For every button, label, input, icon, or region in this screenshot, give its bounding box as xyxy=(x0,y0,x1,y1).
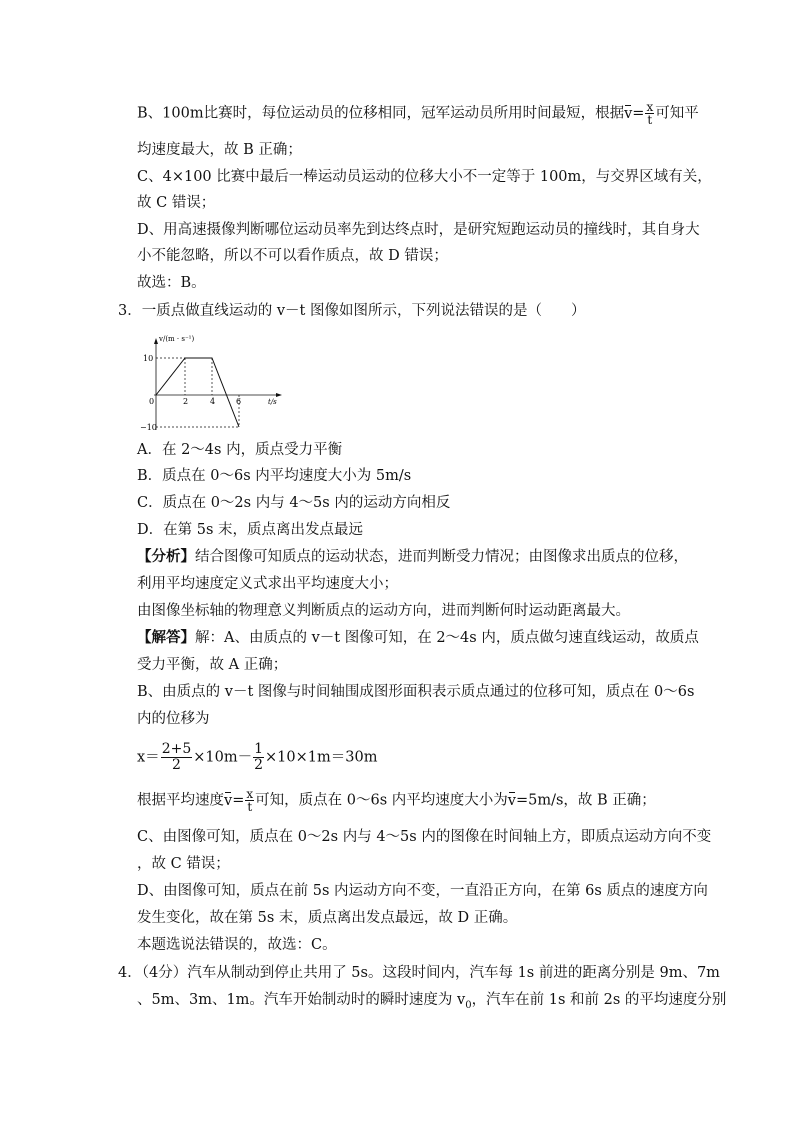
q4-stem-line2: 、5m、3m、1m。汽车开始制动时的瞬时速度为 $v_0$，汽车在前 1s 和前 2s 的平均速度分别 xyxy=(137,992,727,1011)
graph-origin: 0 xyxy=(149,397,155,406)
q2-option-d-line1: D、用高速摄像判断哪位运动员率先到达终点时，是研究短跑运动员的撞线时，其自身大 xyxy=(137,222,700,238)
q3-answer-d-line1: D、由图像可知，质点在前 5s 内运动方向不变，一直沿正方向，在第 6s 质点的速度方向 xyxy=(137,883,708,899)
q2-choice: 故选：B。 xyxy=(137,275,206,291)
graph-tick-x6: 6 xyxy=(236,397,242,406)
q3-answer-b-line2: 内的位移为 xyxy=(137,711,210,727)
q3-answer-a-line2: 受力平衡，故 A 正确； xyxy=(137,657,288,673)
q3-analysis-line2: 利用平均速度定义式求出平均速度大小； xyxy=(137,576,398,592)
graph-tick-yneg10: −10 xyxy=(140,423,157,432)
graph-tick-y10: 10 xyxy=(143,354,154,363)
q3-option-b: B．质点在 0～6s 内平均速度大小为 5m/s xyxy=(137,468,412,484)
q3-analysis-line1: 【分析】结合图像可知质点的运动状态，进而判断受力情况；由图像求出质点的位移， xyxy=(137,548,688,565)
q3-answer-a-line1: 【解答】解：A、由质点的 v－t 图像可知，在 2～4s 内，质点做匀速直线运动，故质点 xyxy=(137,629,699,646)
q2-option-b-line1: B、100m比赛时，每位运动员的位移相同，冠军运动员所用时间最短，根据v= $\frac{x}{t}$ 可知平 xyxy=(137,100,699,127)
q2-option-b-line2: 均速度最大，故 B 正确； xyxy=(137,142,302,158)
q3-answer-c-line2: ，故 C 错误； xyxy=(137,856,230,872)
q3-average-velocity-line: 根据平均速度v= $\frac{x}{t}$ 可知，质点在 0～6s 内平均速度大小为v=5m/s，故 B 正确； xyxy=(137,787,656,814)
graph-y-label: v/(m · s⁻¹) xyxy=(159,335,195,343)
q4-stem-line1: 4．（4分）汽车从制动到停止共用了 5s。这段时间内，汽车每 1s 前进的距离分别是 9m、7m xyxy=(118,965,720,981)
q3-option-d: D．在第 5s 末，质点离出发点最远 xyxy=(137,522,364,538)
graph-x-label: t/s xyxy=(268,398,277,406)
q3-answer-b-line1: B、由质点的 v－t 图像与时间轴围成图形面积表示质点通过的位移可知，质点在 0～6s xyxy=(137,684,695,700)
q3-answer-c-line1: C、由图像可知，质点在 0～2s 内与 4～5s 内的图像在时间轴上方，即质点运动方向不变 xyxy=(137,829,712,845)
graph-tick-x2: 2 xyxy=(183,397,189,406)
q3-option-a: A．在 2～4s 内，质点受力平衡 xyxy=(137,442,343,458)
q3-option-c: C．质点在 0～2s 内与 4～5s 内的运动方向相反 xyxy=(137,495,451,511)
vt-graph xyxy=(140,334,290,434)
q3-stem: 3．一质点做直线运动的 v－t 图像如图所示，下列说法错误的是（ ） xyxy=(118,303,586,319)
q2-option-c-line2: 故 C 错误； xyxy=(137,195,216,211)
q3-analysis-line3: 由图像坐标轴的物理意义判断质点的运动方向，进而判断何时运动距离最大。 xyxy=(137,603,630,619)
q2-option-c-line1: C、4×100 比赛中最后一棒运动员运动的位移大小不一定等于 100m，与交界区域有关， xyxy=(137,169,712,185)
q3-displacement-equation: x＝ $\frac{2+5}{2}$ ×10m－ $\frac{1}{2}$ ×10×1m＝30m xyxy=(137,741,378,773)
q3-final-choice: 本题选说法错误的，故选：C。 xyxy=(137,937,337,953)
q2-option-d-line2: 小不能忽略，所以不可以看作质点，故 D 错误； xyxy=(137,248,448,264)
graph-tick-x4: 4 xyxy=(210,397,216,406)
q3-answer-d-line2: 发生变化，故在第 5s 末，质点离出发点最远，故 D 正确。 xyxy=(137,910,518,926)
